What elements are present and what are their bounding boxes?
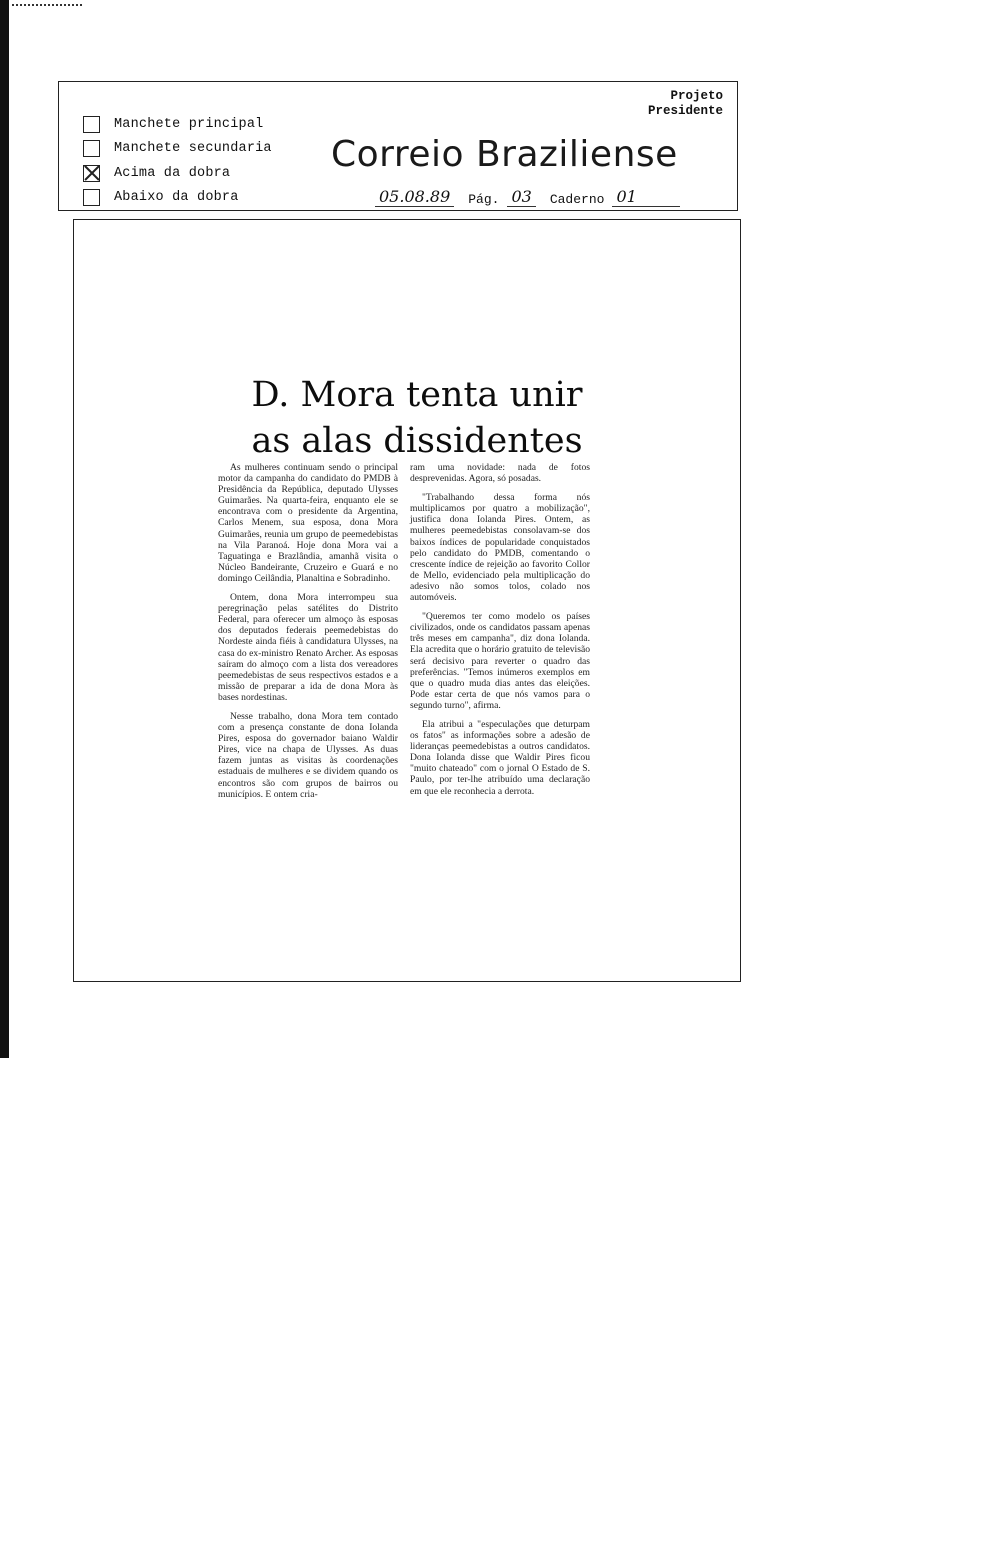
- project-line-2: Presidente: [647, 104, 723, 118]
- checklist-label: Abaixo da dobra: [114, 190, 239, 206]
- issue-info: [375, 187, 680, 207]
- project-label: [648, 89, 723, 119]
- checklist-item-abaixo-da-dobra: [83, 186, 272, 211]
- article-paragraph: "Queremos ter como modelo os países civilizados, onde os candidatos passam apenas três meses em campanha", diz dona Iolanda. Ela acredita que o horário gratuito de televisão será decisivo para reverter o quadro das preferências. "Temos inúmeros exemplos em que o quadro muda dias antes das eleições. Pode estar certa de que nós vamos para o segundo turno", afirma.: [410, 611, 590, 711]
- checkbox-icon: [83, 189, 100, 206]
- section-number: 01: [612, 187, 680, 207]
- checklist-label: Manchete principal: [114, 116, 264, 132]
- article-paragraph: Ela atribui a "especulações que deturpam os fatos" as informações sobre a adesão de lideranças peemedebistas a outros candidatos. Dona Iolanda disse que Waldir Pires ficou "muito chateado" com o jornal O Estado de S. Paulo, por ter-lhe atribuído uma declaração em que ele reconhecia a derrota.: [410, 718, 590, 797]
- clipping-header: [58, 81, 738, 211]
- article-paragraph: ram uma novidade: nada de fotos desprevenidas. Agora, só posadas.: [410, 462, 590, 485]
- issue-date: 05.08.89: [375, 187, 454, 207]
- checkbox-icon: [83, 116, 100, 133]
- section-label: Caderno: [549, 192, 605, 207]
- scan-top-mark: [12, 0, 82, 6]
- article-paragraph: Ontem, dona Mora interrompeu sua peregrinação pelas satélites do Distrito Federal, para oferecer um almoço às esposas dos deputados federais peemedebistas do Nordeste ainda fiéis à candidatura Ulysses, na casa do ex-ministro Renato Archer. As esposas saíram do almoço com a lista dos vereadores peemedebistas de seus respectivos estados e a missão de preparar a ida de dona Mora às bases nordestinas.: [218, 592, 398, 703]
- placement-checklist: [83, 112, 272, 210]
- headline-line-1: D. Mora tenta unir: [251, 375, 583, 415]
- page-number: 03: [507, 187, 535, 207]
- page-label: Pág.: [468, 192, 500, 207]
- checklist-item-manchete-principal: [83, 112, 272, 137]
- checklist-label: Manchete secundaria: [114, 141, 272, 157]
- article-paragraph: "Trabalhando dessa forma nós multiplicamos por quatro a mobilização", justifica dona Iolanda Pires. Ontem, as mulheres peemedebistas consolavam-se dos baixos índices de popularidade conquistados pelo candidato do PMDB, comentando o crescente índice de rejeição ao favorito Collor de Mello, evidenciado pela multiplicação do adesivo não somos tolos, colado nos automóveis.: [410, 492, 590, 604]
- scan-edge-bar: [0, 0, 9, 1058]
- checkbox-icon: [83, 140, 100, 157]
- article-headline: [227, 372, 607, 464]
- article-paragraph: Nesse trabalho, dona Mora tem contado com a presença constante de dona Iolanda Pires, esposa do governador baiano Waldir Pires, vice na chapa de Ulysses. As duas fazem juntas as visitas às coordenações estaduais de mulheres e se dividem quando os encontros são com grupos de bairros ou municípios. E ontem cria-: [218, 710, 398, 800]
- article-paragraph: As mulheres continuam sendo o principal motor da campanha do candidato do PMDB à Presidência da República, deputado Ulysses Guimarães. Na quarta-feira, enquanto ele se encontrava com o presidente da Argentina, Carlos Menem, sua esposa, dona Mora Guimarães, reunia um grupo de peemedebistas na Vila Paranoá. Hoje dona Mora vai a Taguatinga e Brazlândia, amanhã visita o Núcleo Bandeirante, Cruzeiro e Guará e no domingo Ceilândia, Planaltina e Sobradinho.: [218, 462, 398, 584]
- project-line-1: Projeto: [670, 89, 723, 103]
- article-clipping-frame: [73, 219, 741, 982]
- headline-line-2: as alas dissidentes: [251, 421, 583, 461]
- checklist-item-acima-da-dobra: [83, 161, 272, 186]
- checked-box-icon: [83, 165, 100, 182]
- checklist-label: Acima da dobra: [114, 165, 231, 181]
- article-column-left: [218, 462, 398, 808]
- checklist-item-manchete-secundaria: [83, 137, 272, 162]
- newspaper-name: Correio Braziliense: [331, 134, 678, 175]
- article-column-right: [410, 462, 590, 805]
